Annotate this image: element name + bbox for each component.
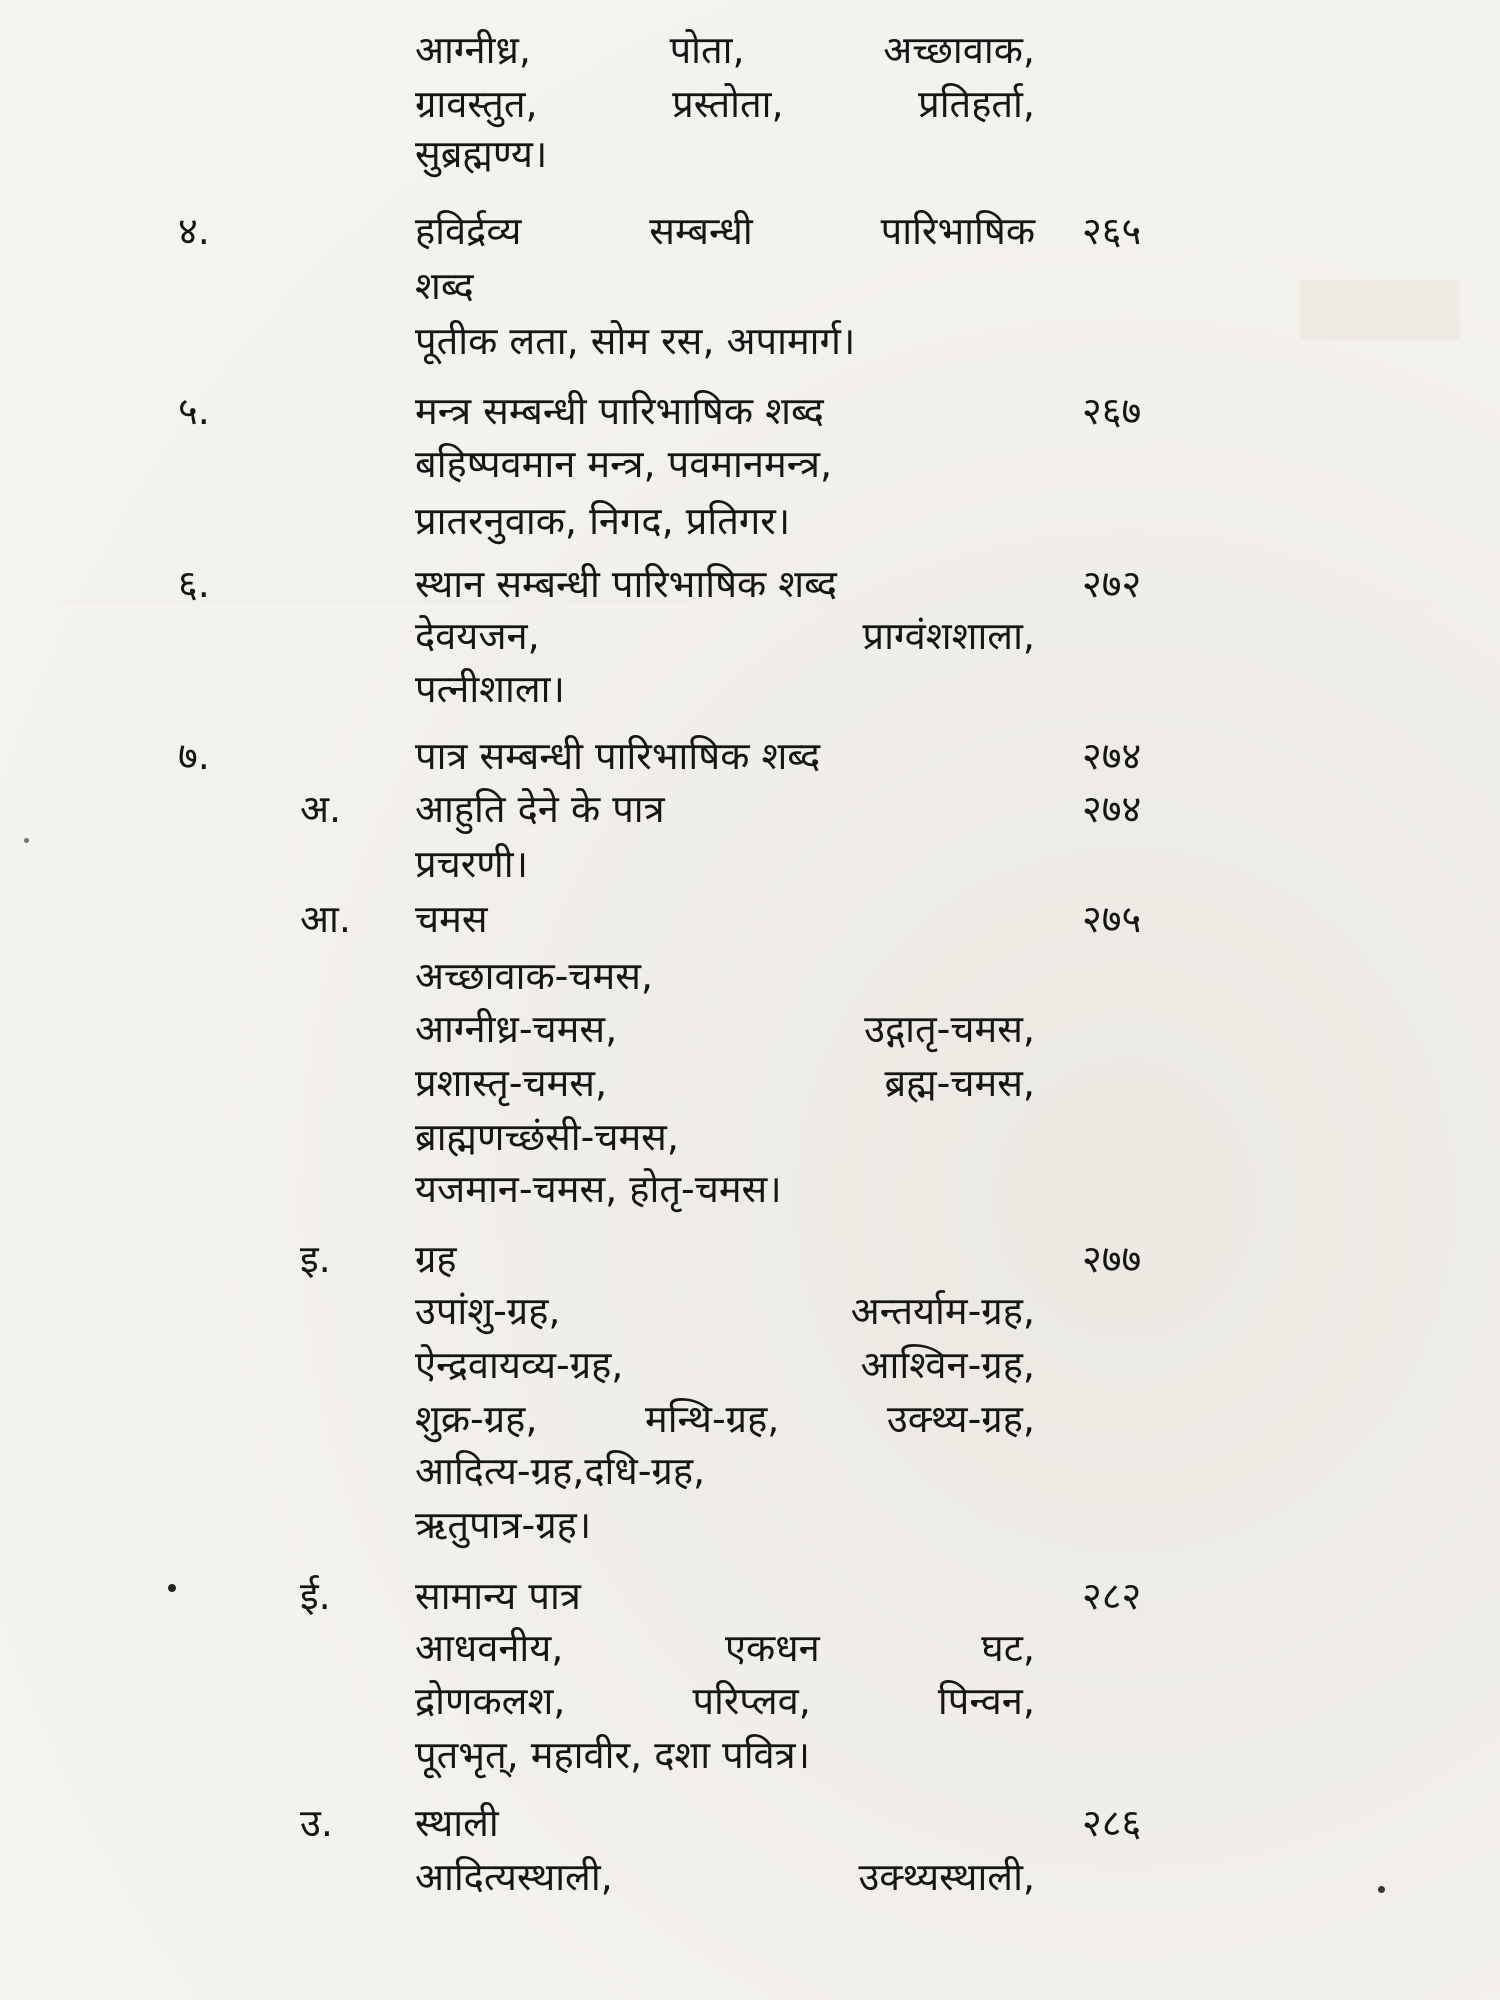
entry-word: अच्छावाक-चमस, [415,954,653,998]
entry-word: ऋतुपात्र-ग्रह। [415,1503,592,1547]
entry-word: उक्थ्य-ग्रह, [886,1397,1035,1441]
section-number: ६. [178,562,210,606]
entry-text [415,128,1035,180]
entry-text [415,1797,1035,1849]
entry-text [415,783,1035,835]
entry-word: प्रस्तोता, [672,82,784,126]
entry-text [415,838,1035,890]
page-number: २७७ [1082,1237,1142,1281]
entry-word: प्रतिहर्ता, [918,82,1035,126]
entry-word: स्थान सम्बन्धी पारिभाषिक शब्द [415,562,837,606]
entry-word: सामान्य पात्र [415,1574,581,1618]
stray-dot [1378,1886,1385,1893]
entry-word: आधवनीय, [415,1626,564,1670]
entry-text [415,260,1035,312]
page-number: २६७ [1082,389,1142,433]
section-number: ५. [178,389,210,433]
entry-word: एकधन [725,1626,820,1670]
entry-word: मन्थि-ग्रह, [644,1397,780,1441]
entry-word: शुक्र-ग्रह, [415,1397,538,1441]
entry-text [415,1285,1035,1337]
bleed-through-shade [1300,280,1460,340]
entry-word: पारिभाषिक [880,209,1035,253]
subsection-letter: उ. [300,1801,333,1845]
stray-dot [24,838,29,843]
entry-text [415,1057,1035,1109]
entry-text [415,205,1035,257]
entry-word: सम्बन्धी [649,209,753,253]
entry-text [415,558,1035,610]
entry-text [415,1675,1035,1727]
subsection-letter: ई. [300,1574,331,1618]
entry-word: पूतीक लता, सोम रस, अपामार्ग। [415,319,856,363]
entry-word: चमस [415,897,488,941]
entry-word: ऐन्द्रवायव्य-ग्रह, [415,1343,624,1387]
entry-word: शब्द [415,264,474,308]
entry-text [415,1163,1035,1215]
entry-word: पात्र सम्बन्धी पारिभाषिक शब्द [415,734,821,778]
entry-word: प्रशास्तृ-चमस, [415,1061,608,1105]
entry-word: ग्रावस्तुत, [415,82,538,126]
subsection-letter: आ. [300,897,351,941]
entry-text [415,950,1035,1002]
entry-text [415,1111,1035,1163]
entry-word: प्रातरनुवाक, निगद, प्रतिगर। [415,499,791,543]
entry-text [415,893,1035,945]
entry-text [415,610,1035,662]
entry-word: हविर्द्रव्य [415,209,522,253]
entry-word: सुब्रह्मण्य। [415,132,548,176]
entry-text [415,1622,1035,1674]
entry-word: परिप्लव, [692,1679,811,1723]
page-number: २६५ [1082,209,1142,253]
stray-dot [168,1584,176,1592]
entry-text [415,78,1035,130]
entry-text [415,1570,1035,1622]
entry-word: अच्छावाक, [883,28,1035,72]
page-number: २७४ [1082,787,1142,831]
section-number: ४. [178,209,210,253]
entry-word: पत्नीशाला। [415,667,565,711]
entry-word: आदित्य-ग्रह,दधि-ग्रह, [415,1449,706,1493]
entry-word: घट, [981,1626,1035,1670]
entry-word: ग्रह [415,1237,457,1281]
entry-word: आग्नीध्र-चमस, [415,1007,618,1051]
page-number: २८२ [1082,1574,1142,1618]
entry-word: उक्थ्यस्थाली, [858,1855,1035,1899]
entry-word: पूतभृत्, महावीर, दशा पवित्र। [415,1733,811,1777]
page-number: २७२ [1082,562,1142,606]
entry-word: प्रचरणी। [415,842,529,886]
subsection-letter: अ. [300,787,342,831]
page-number: २८६ [1082,1801,1142,1845]
entry-text [415,1499,1035,1551]
entry-text [415,385,1035,437]
entry-word: प्राग्वंशशाला, [862,614,1035,658]
entry-text [415,24,1035,76]
entry-word: आदित्यस्थाली, [415,1855,613,1899]
subsection-letter: इ. [300,1237,331,1281]
entry-word: द्रोणकलश, [415,1679,566,1723]
entry-text [415,1445,1035,1497]
entry-text [415,438,1035,490]
page-number: २७४ [1082,734,1142,778]
entry-word: मन्त्र सम्बन्धी पारिभाषिक शब्द [415,389,824,433]
entry-word: उपांशु-ग्रह, [415,1289,561,1333]
section-number: ७. [178,734,210,778]
page-number: २७५ [1082,897,1142,941]
entry-text [415,1003,1035,1055]
entry-text [415,663,1035,715]
entry-text [415,1393,1035,1445]
entry-word: उद्गातृ-चमस, [864,1007,1035,1051]
entry-text [415,315,1035,367]
entry-word: स्थाली [415,1801,499,1845]
entry-text [415,1339,1035,1391]
entry-word: पोता, [669,28,745,72]
entry-word: आग्नीध्र, [415,28,531,72]
entry-word: ब्राह्मणच्छंसी-चमस, [415,1115,679,1159]
entry-text [415,1851,1035,1903]
entry-word: पिन्वन, [937,1679,1035,1723]
entry-text [415,730,1035,782]
entry-word: बहिष्पवमान मन्त्र, पवमानमन्त्र, [415,442,833,486]
entry-word: आहुति देने के पात्र [415,787,665,831]
entry-word: देवयजन, [415,614,540,658]
entry-text [415,1729,1035,1781]
entry-word: अन्तर्याम-ग्रह, [850,1289,1035,1333]
entry-text [415,1233,1035,1285]
entry-text [415,495,1035,547]
entry-word: आश्विन-ग्रह, [860,1343,1035,1387]
entry-word: ब्रह्म-चमस, [884,1061,1035,1105]
entry-word: यजमान-चमस, होतृ-चमस। [415,1167,782,1211]
